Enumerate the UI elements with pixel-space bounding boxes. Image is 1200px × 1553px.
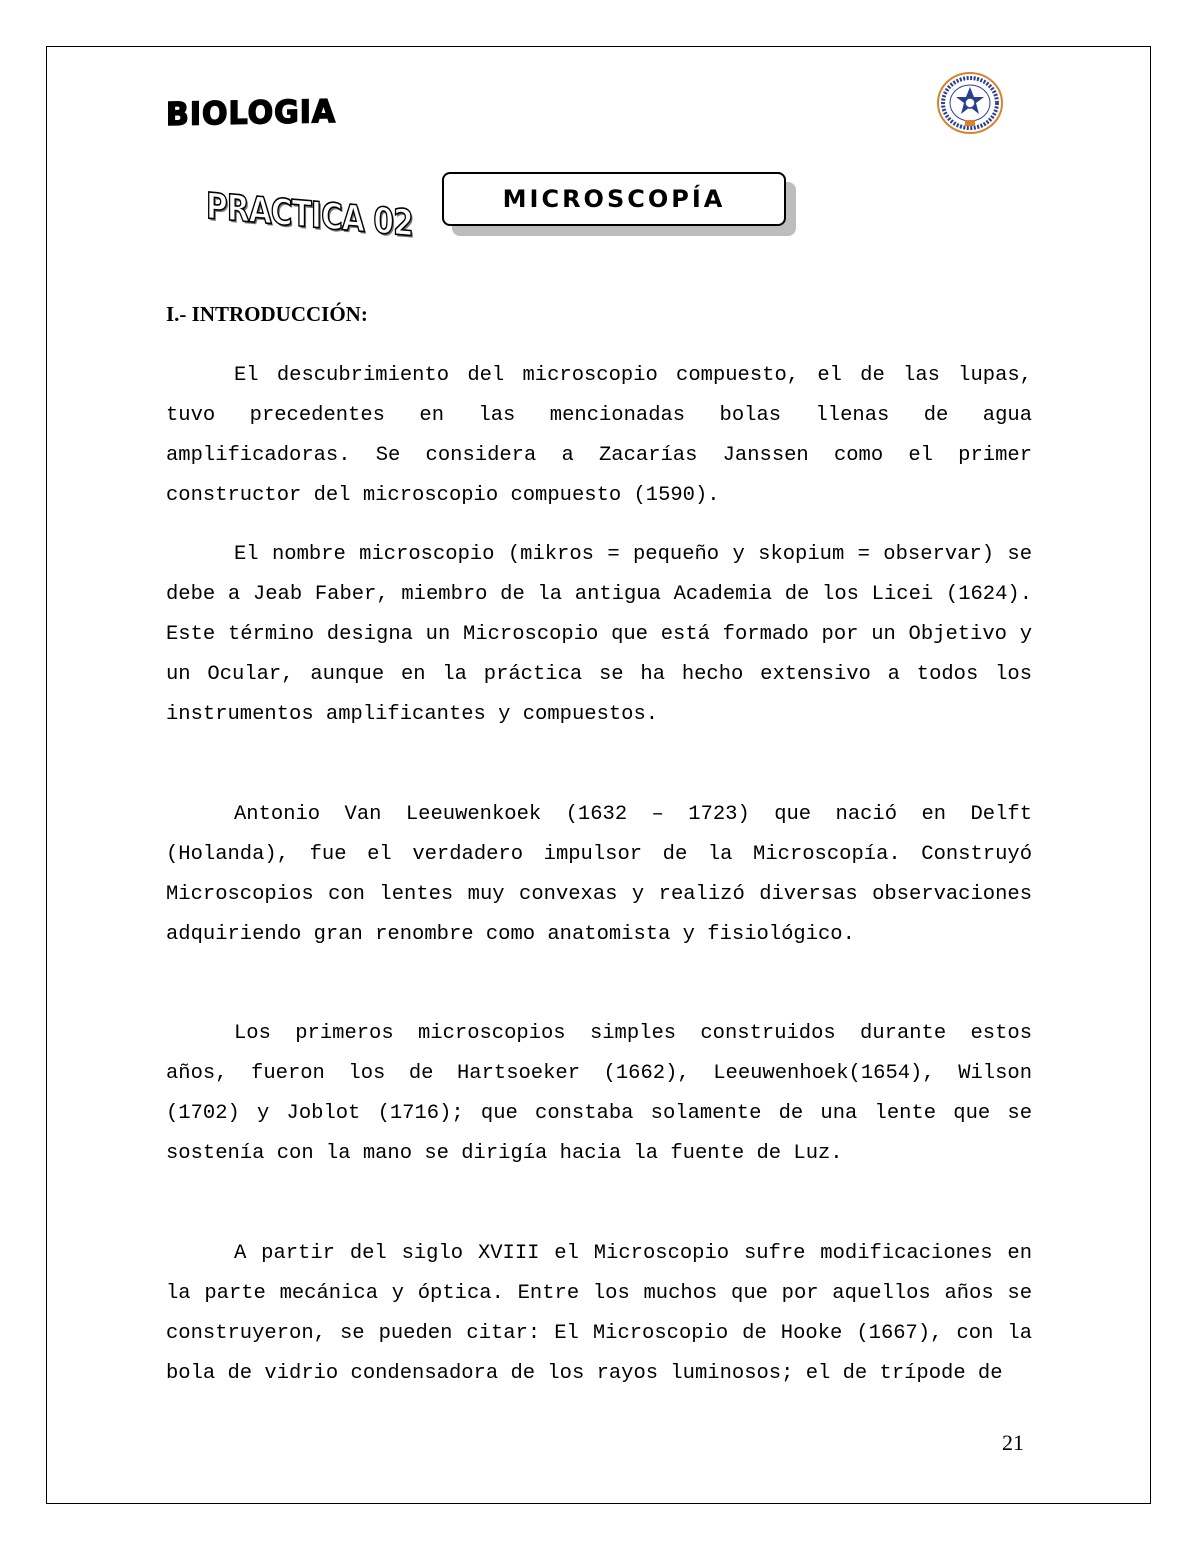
- document-title: MICROSCOPÍA: [502, 185, 726, 213]
- page-number: 21: [1002, 1430, 1024, 1455]
- paragraph-5: A partir del siglo XVIII el Microscopio sufre modificaciones en la parte mecánica y óptica. Entre los muchos que por aquellos años se construyeron, se pueden citar: El Microscopio de Hooke (1667), con la bola de vidrio condensadora de los rayos luminosos; el de trípode de: [166, 1242, 1032, 1385]
- title-box: [442, 172, 786, 226]
- paragraph-4: Los primeros microscopios simples construidos durante estos años, fueron los de Hartsoeker (1662), Leeuwenhoek(1654), Wilson (1702) y Joblot (1716); que constaba solamente de una lente que se sostenía con la mano se dirigía hacia la fuente de Luz.: [166, 1022, 1032, 1165]
- practice-label: PRACTICA 02: [206, 186, 413, 245]
- subject-header: BIOLOGIA: [166, 93, 337, 134]
- paragraph-1: El descubrimiento del microscopio compuesto, el de las lupas, tuvo precedentes en las mencionadas bolas llenas de agua amplificadoras. Se considera a Zacarías Janssen como el primer constructor del microscopio compuesto (1590).: [166, 364, 1032, 507]
- university-seal-icon: [934, 70, 1006, 136]
- section-heading: I.- INTRODUCCIÓN:: [166, 302, 368, 326]
- paragraph-2: El nombre microscopio (mikros = pequeño y skopium = observar) se debe a Jeab Faber, miembro de la antigua Academia de los Licei (1624). Este término designa un Microscopio que está formado por un Objetivo y un Ocular, aunque en la práctica se ha hecho extensivo a todos los instrumentos amplificantes y compuestos.: [166, 543, 1032, 726]
- paragraph-3: Antonio Van Leeuwenkoek (1632 – 1723) que nació en Delft (Holanda), fue el verdadero impulsor de la Microscopía. Construyó Microscopios con lentes muy convexas y realizó diversas observaciones adquiriendo gran renombre como anatomista y fisiológico.: [166, 803, 1032, 946]
